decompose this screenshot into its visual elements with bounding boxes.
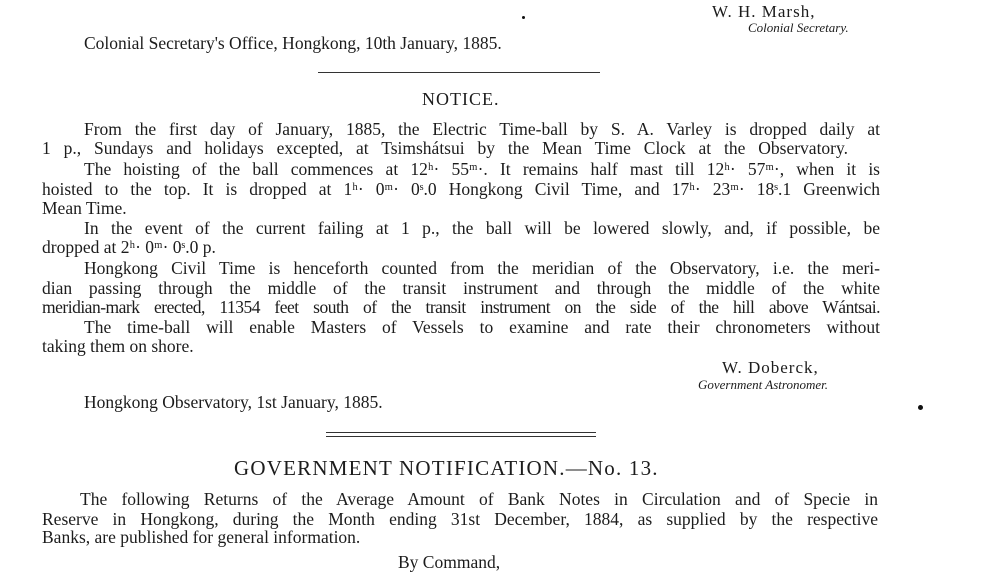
gov-notification-line-3: Banks, are published for general information.: [42, 527, 361, 547]
notice-line-1: From the first day of January, 1885, the Electric Time-ball by S. A. Varley is dropped daily at: [84, 119, 880, 139]
notice-line-6: In the event of the current failing at 1 p., the ball will be lowered slowly, and, if possible, be: [84, 218, 880, 238]
gov-notification-line-1: The following Returns of the Average Amount of Bank Notes in Circulation and of Specie in: [80, 489, 878, 509]
notice-line-7: dropped at 2ʰ· 0ᵐ· 0ˢ.0 p.: [42, 237, 216, 257]
signatory-title-government-astronomer: Government Astronomer.: [698, 377, 828, 392]
notice-line-5: Mean Time.: [42, 198, 127, 218]
notice-line-3: The hoisting of the ball commences at 12ʰ· 55ᵐ·. It remains half mast till 12ʰ· 57ᵐ·, when it is: [84, 159, 880, 179]
scan-speck: [918, 405, 923, 410]
notice-line-12: taking them on shore.: [42, 336, 194, 356]
notice-heading: NOTICE.: [422, 89, 500, 109]
scan-speck: [522, 16, 525, 19]
notice-line-2: 1 p., Sundays and holidays excepted, at Tsimshátsui by the Mean Time Clock at the Observatory.: [42, 138, 848, 158]
double-divider-bottom: [326, 436, 596, 437]
observatory-date-line: Hongkong Observatory, 1st January, 1885.: [84, 392, 383, 412]
notice-line-4: hoisted to the top. It is dropped at 1ʰ· 0ᵐ· 0ˢ.0 Hongkong Civil Time, and 17ʰ· 23ᵐ· 18ˢ.1 Greenwich: [42, 179, 880, 199]
by-command-line-cut: By Command,: [398, 552, 501, 572]
signatory-title-colonial-secretary: Colonial Secretary.: [748, 20, 849, 35]
government-notification-heading: GOVERNMENT NOTIFICATION.—No. 13.: [234, 456, 659, 480]
notice-line-10: meridian-mark erected, 11354 feet south of the transit instrument on the side of the hill above Wántsai.: [42, 297, 880, 317]
signatory-name-doberck: W. Doberck,: [722, 358, 819, 377]
signatory-name-marsh: W. H. Marsh,: [712, 2, 816, 21]
office-date-line: Colonial Secretary's Office, Hongkong, 10th January, 1885.: [84, 33, 502, 53]
double-divider-top: [326, 432, 596, 433]
section-divider: [318, 72, 600, 73]
notice-line-11: The time-ball will enable Masters of Vessels to examine and rate their chronometers without: [84, 317, 880, 337]
notice-line-8: Hongkong Civil Time is henceforth counted from the meridian of the Observatory, i.e. the meri-: [84, 258, 880, 278]
notice-line-9: dian passing through the middle of the transit instrument and through the middle of the white: [42, 278, 880, 298]
gov-notification-line-2: Reserve in Hongkong, during the Month ending 31st December, 1884, as supplied by the respective: [42, 509, 878, 529]
